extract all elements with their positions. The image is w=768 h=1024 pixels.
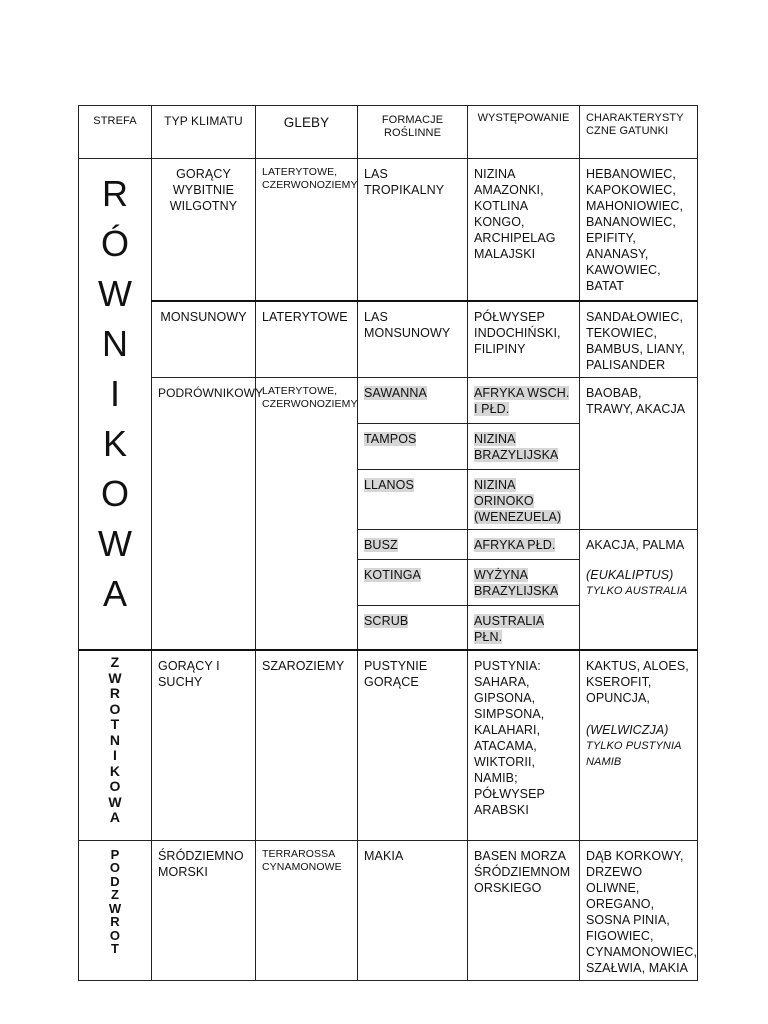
cell-wystepowanie xyxy=(468,470,580,530)
zone-letter: T xyxy=(110,716,120,732)
zone-letter: R xyxy=(109,685,121,701)
zone-letter: O xyxy=(100,473,130,514)
cell-wystepowanie xyxy=(468,530,580,560)
zone-letter: N xyxy=(101,323,129,364)
zone-letter: W xyxy=(97,273,133,314)
zone-letter: T xyxy=(110,941,120,956)
zone-letter: D xyxy=(110,873,120,889)
highlighted-text: SCRUB xyxy=(364,614,409,628)
highlighted-text: AFRYKA PŁD. xyxy=(474,538,556,552)
cell-wystepowanie xyxy=(468,606,580,651)
highlighted-text: TAMPOS xyxy=(364,432,417,446)
zone-label-podzwrot xyxy=(79,840,152,980)
cell-gatunki: HEBANOWIEC, KAPOKOWIEC, MAHONIOWIEC, BANANOWIEC, EPIFITY, ANANASY, KAWOWIEC, BATAT xyxy=(580,159,698,301)
header-gatunki: CHARAKTERYSTYCZNE GATUNKI xyxy=(580,106,698,159)
climate-zones-table xyxy=(78,105,698,981)
cell-gatunki: SANDAŁOWIEC, TEKOWIEC, BAMBUS, LIANY, PALISANDER xyxy=(580,301,698,378)
cell-gatunki xyxy=(580,650,698,840)
table-row xyxy=(79,301,698,378)
cell-gleby: SZAROZIEMY xyxy=(256,650,358,840)
zone-letter: I xyxy=(113,747,117,763)
zone-letter: W xyxy=(108,900,122,916)
zone-letter: K xyxy=(102,423,128,464)
table-row xyxy=(79,378,698,424)
cell-formacja: LAS MONSUNOWY xyxy=(358,301,468,378)
highlighted-text: AFRYKA WSCH. I PŁD. xyxy=(474,386,570,416)
gatunki-note: TYLKO AUSTRALIA xyxy=(586,585,688,597)
highlighted-text: SAWANNA xyxy=(364,386,427,400)
cell-wystepowanie: PUSTYNIA: SAHARA, GIPSONA, SIMPSONA, KALAHARI, ATACAMA, WIKTORII, NAMIB; PÓŁWYSEP ARABSKI xyxy=(468,650,580,840)
gatunki-italic: (EUKALIPTUS) xyxy=(586,568,674,582)
cell-gatunki xyxy=(580,530,698,651)
cell-formacja: PUSTYNIE GORĄCE xyxy=(358,650,468,840)
cell-klimat: ŚRÓDZIEMNOMORSKI xyxy=(152,840,256,980)
header-row xyxy=(79,106,698,159)
cell-formacja: MAKIA xyxy=(358,840,468,980)
zone-letter: R xyxy=(110,914,120,929)
table-row xyxy=(79,840,698,980)
cell-formacja xyxy=(358,424,468,470)
table-row xyxy=(79,159,698,301)
gatunki-note: TYLKO PUSTYNIA NAMIB xyxy=(586,740,682,768)
zone-letter: O xyxy=(109,700,121,717)
zone-label-zwrotnikowa xyxy=(79,650,152,840)
cell-formacja xyxy=(358,560,468,606)
table-row xyxy=(79,650,698,840)
cell-gleby: TERRAROSSA CYNAMONOWE xyxy=(256,840,358,980)
zone-letter: Ó xyxy=(100,223,130,264)
zone-label-rownikowa xyxy=(79,159,152,651)
cell-wystepowanie xyxy=(468,424,580,470)
header-formacje: FORMACJE ROŚLINNE xyxy=(358,106,468,159)
cell-wystepowanie: PÓŁWYSEP INDOCHIŃSKI, FILIPINY xyxy=(468,301,580,378)
highlighted-text: NIZINA ORINOKO (WENEZUELA) xyxy=(474,478,562,524)
zone-letter: A xyxy=(109,809,121,825)
cell-gleby: LATERYTOWE, CZERWONOZIEMY xyxy=(256,159,358,301)
zone-letter: R xyxy=(101,173,129,214)
cell-gleby: LATERYTOWE xyxy=(256,301,358,378)
zone-letter: O xyxy=(109,778,121,794)
cell-formacja xyxy=(358,470,468,530)
highlighted-text: AUSTRALIA PŁN. xyxy=(474,614,545,644)
header-gleby: GLEBY xyxy=(256,106,358,159)
cell-formacja xyxy=(358,530,468,560)
zone-letter: O xyxy=(109,860,121,875)
highlighted-text: NIZINA BRAZYLIJSKA xyxy=(474,432,559,462)
cell-wystepowanie xyxy=(468,560,580,606)
cell-gatunki: DĄB KORKOWY, DRZEWO OLIWNE, OREGANO, SOSNA PINIA, FIGOWIEC, CYNAMONOWIEC, SZAŁWIA, MAKIA xyxy=(580,840,698,980)
cell-gleby: LATERYTOWE, CZERWONOZIEMY xyxy=(256,378,358,651)
highlighted-text: BUSZ xyxy=(364,538,398,552)
cell-formacja xyxy=(358,378,468,424)
cell-formacja: LAS TROPIKALNY xyxy=(358,159,468,301)
cell-klimat: MONSUNOWY xyxy=(152,301,256,378)
zone-letter: O xyxy=(109,927,121,943)
highlighted-text: WYŻYNA BRAZYLIJSKA xyxy=(474,568,559,598)
gatunki-italic: (WELWICZJA) xyxy=(586,723,669,737)
gatunki-text: AKACJA, PALMA xyxy=(586,538,685,552)
header-wystepowanie: WYSTĘPOWANIE xyxy=(468,106,580,159)
gatunki-text: KAKTUS, ALOES, KSEROFIT, OPUNCJA, xyxy=(586,659,689,705)
zone-letter: K xyxy=(109,762,121,779)
cell-wystepowanie: NIZINA AMAZONKI, KOTLINA KONGO, ARCHIPELAG MALAJSKI xyxy=(468,159,580,301)
cell-klimat: GORĄCY I SUCHY xyxy=(152,650,256,840)
zone-letter: P xyxy=(110,846,120,862)
header-typ-klimatu: TYP KLIMATU xyxy=(152,106,256,159)
zone-letter: A xyxy=(102,573,128,614)
cell-klimat: PODRÓWNIKOWY xyxy=(152,378,256,651)
highlighted-text: KOTINGA xyxy=(364,568,421,582)
cell-klimat: GORĄCY WYBITNIE WILGOTNY xyxy=(152,159,256,301)
cell-wystepowanie xyxy=(468,378,580,424)
zone-letter: N xyxy=(109,731,121,748)
zone-letter: I xyxy=(109,373,121,414)
highlighted-text: LLANOS xyxy=(364,478,414,492)
zone-letter: W xyxy=(97,523,133,564)
zone-letter: Z xyxy=(110,887,120,902)
cell-gatunki: BAOBAB, TRAWY, AKACJA xyxy=(580,378,698,530)
zone-letter: Z xyxy=(110,654,120,670)
header-strefa: STREFA xyxy=(79,106,152,159)
cell-wystepowanie: BASEN MORZA ŚRÓDZIEMNOMORSKIEGO xyxy=(468,840,580,980)
zone-letter: W xyxy=(108,669,122,686)
cell-formacja xyxy=(358,606,468,651)
zone-letter: W xyxy=(108,793,122,810)
